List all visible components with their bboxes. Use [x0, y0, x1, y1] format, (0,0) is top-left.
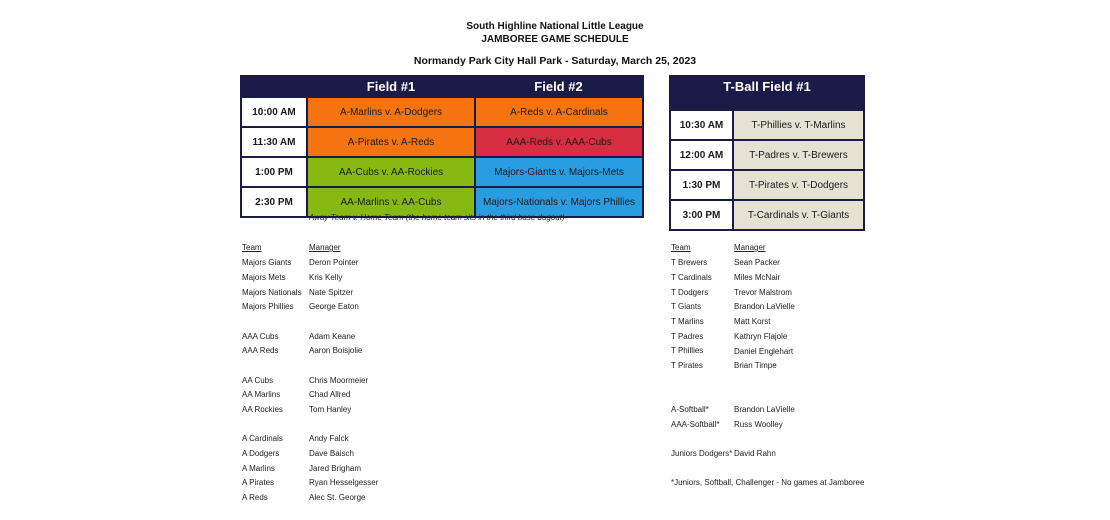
tball-schedule-row: [670, 200, 864, 230]
team-name: A Dodgers: [242, 449, 280, 458]
team-name: A Pirates: [242, 478, 275, 487]
main-schedule-row: [241, 127, 643, 157]
manager-name: Trevor Malstrom: [734, 288, 792, 297]
team-column-header: Team: [671, 243, 691, 252]
manager-name: Brian Timpe: [734, 361, 777, 370]
manager-name: Nate Spitzer: [309, 288, 354, 297]
no-games-footnote: *Juniors, Softball, Challenger - No games at Jamboree: [671, 478, 865, 487]
manager-name: Andy Falck: [309, 434, 349, 443]
team-name: Juniors Dodgers*: [671, 449, 733, 458]
tball-game: T-Cardinals v. T-Giants: [733, 200, 864, 230]
manager-name: Russ Woolley: [734, 420, 783, 429]
manager-name: Aaron Boisjolie: [309, 346, 363, 355]
tball-schedule-row: [670, 170, 864, 200]
main-schedule-table: [240, 75, 644, 218]
team-name: A-Softball*: [671, 405, 709, 414]
manager-column-header: Manager: [734, 243, 766, 252]
field2-game: Majors-Nationals v. Majors Phillies: [475, 187, 643, 217]
team-name: Majors Giants: [242, 258, 292, 267]
team-name: AAA Cubs: [242, 332, 279, 341]
right-roster: [671, 243, 871, 463]
tball-game: T-Padres v. T-Brewers: [733, 140, 864, 170]
team-name: A Cardinals: [242, 434, 283, 443]
manager-name: Jared Brigham: [309, 464, 362, 473]
venue-date: Normandy Park City Hall Park - Saturday, March 25, 2023: [413, 55, 697, 67]
game-time: 2:30 PM: [241, 187, 307, 217]
field2-header: Field #2: [475, 76, 643, 97]
game-time: 1:00 PM: [241, 157, 307, 187]
field1-game: A-Marlins v. A-Dodgers: [307, 97, 475, 127]
manager-name: Kris Kelly: [309, 273, 343, 282]
game-time: 3:00 PM: [670, 200, 733, 230]
team-name: T Pirates: [671, 361, 703, 370]
manager-name: Brandon LaVielle: [734, 302, 795, 311]
team-name: A Marlins: [242, 464, 275, 473]
spacer-cell: [670, 96, 864, 110]
team-name: Majors Phillies: [242, 302, 294, 311]
manager-name: George Eaton: [309, 302, 359, 311]
manager-name: Tom Hanley: [309, 405, 352, 414]
tball-game: T-Pirates v. T-Dodgers: [733, 170, 864, 200]
team-name: T Phillies: [671, 346, 704, 355]
tball-header-spacer: [670, 96, 864, 110]
tball-field-header: T-Ball Field #1: [670, 76, 864, 96]
field2-game: A-Reds v. A-Cardinals: [475, 97, 643, 127]
manager-name: Ryan Hesselgesser: [309, 478, 379, 487]
field1-game: A-Pirates v. A-Reds: [307, 127, 475, 157]
field1-header: Field #1: [307, 76, 475, 97]
manager-name: Deron Pointer: [309, 258, 359, 267]
manager-name: Chad Allred: [309, 390, 351, 399]
tball-game: T-Phillies v. T-Marlins: [733, 110, 864, 140]
field2-game: Majors-Giants v. Majors-Mets: [475, 157, 643, 187]
main-schedule-row: [241, 157, 643, 187]
manager-name: Sean Packer: [734, 258, 780, 267]
manager-name: Matt Korst: [734, 317, 771, 326]
manager-name: Chris Moormeier: [309, 376, 369, 385]
team-name: AA Marlins: [242, 390, 281, 399]
manager-name: Miles McNair: [734, 273, 781, 282]
manager-column-header: Manager: [309, 243, 341, 252]
schedule-title: JAMBOREE GAME SCHEDULE: [481, 34, 629, 45]
team-name: Majors Mets: [242, 273, 286, 282]
team-name: T Padres: [671, 332, 704, 341]
tball-schedule-header: [670, 76, 864, 96]
game-time: 12:00 AM: [670, 140, 733, 170]
game-time: 10:30 AM: [670, 110, 733, 140]
manager-name: Kathryn Flajole: [734, 332, 788, 341]
team-name: T Cardinals: [671, 273, 712, 282]
field2-game: AAA-Reds v. AAA-Cubs: [475, 127, 643, 157]
game-time: 10:00 AM: [241, 97, 307, 127]
team-name: A Reds: [242, 493, 268, 502]
team-name: T Dodgers: [671, 288, 709, 297]
tball-schedule-row: [670, 110, 864, 140]
main-schedule-header: [241, 76, 643, 97]
manager-name: Alec St. George: [309, 493, 366, 502]
team-name: T Marlins: [671, 317, 704, 326]
team-name: AA Cubs: [242, 376, 274, 385]
team-name: AAA Reds: [242, 346, 279, 355]
team-column-header: Team: [242, 243, 262, 252]
time-header-cell: [241, 76, 307, 97]
main-schedule-row: [241, 97, 643, 127]
game-time: 1:30 PM: [670, 170, 733, 200]
manager-name: Brandon LaVielle: [734, 405, 795, 414]
left-roster: [242, 243, 442, 508]
team-name: T Giants: [671, 302, 702, 311]
field1-game: AA-Cubs v. AA-Rockies: [307, 157, 475, 187]
game-time: 11:30 AM: [241, 127, 307, 157]
manager-name: David Rahn: [734, 449, 776, 458]
tball-schedule-table: [669, 75, 865, 231]
team-name: AA Rockies: [242, 405, 283, 414]
manager-name: Dave Baisch: [309, 449, 354, 458]
league-title: South Highline National Little League: [466, 21, 644, 32]
tball-schedule-row: [670, 140, 864, 170]
team-name: Majors Nationals: [242, 288, 302, 297]
team-name: AAA-Softball*: [671, 420, 720, 429]
team-name: T Brewers: [671, 258, 708, 267]
manager-name: Adam Keane: [309, 332, 356, 341]
field1-game: AA-Marlins v. AA-Cubs: [307, 187, 475, 217]
home-away-note: Away Team v. Home Team (the home team sits in the third base dugout): [309, 213, 565, 222]
manager-name: Daniel Englehart: [734, 347, 794, 356]
